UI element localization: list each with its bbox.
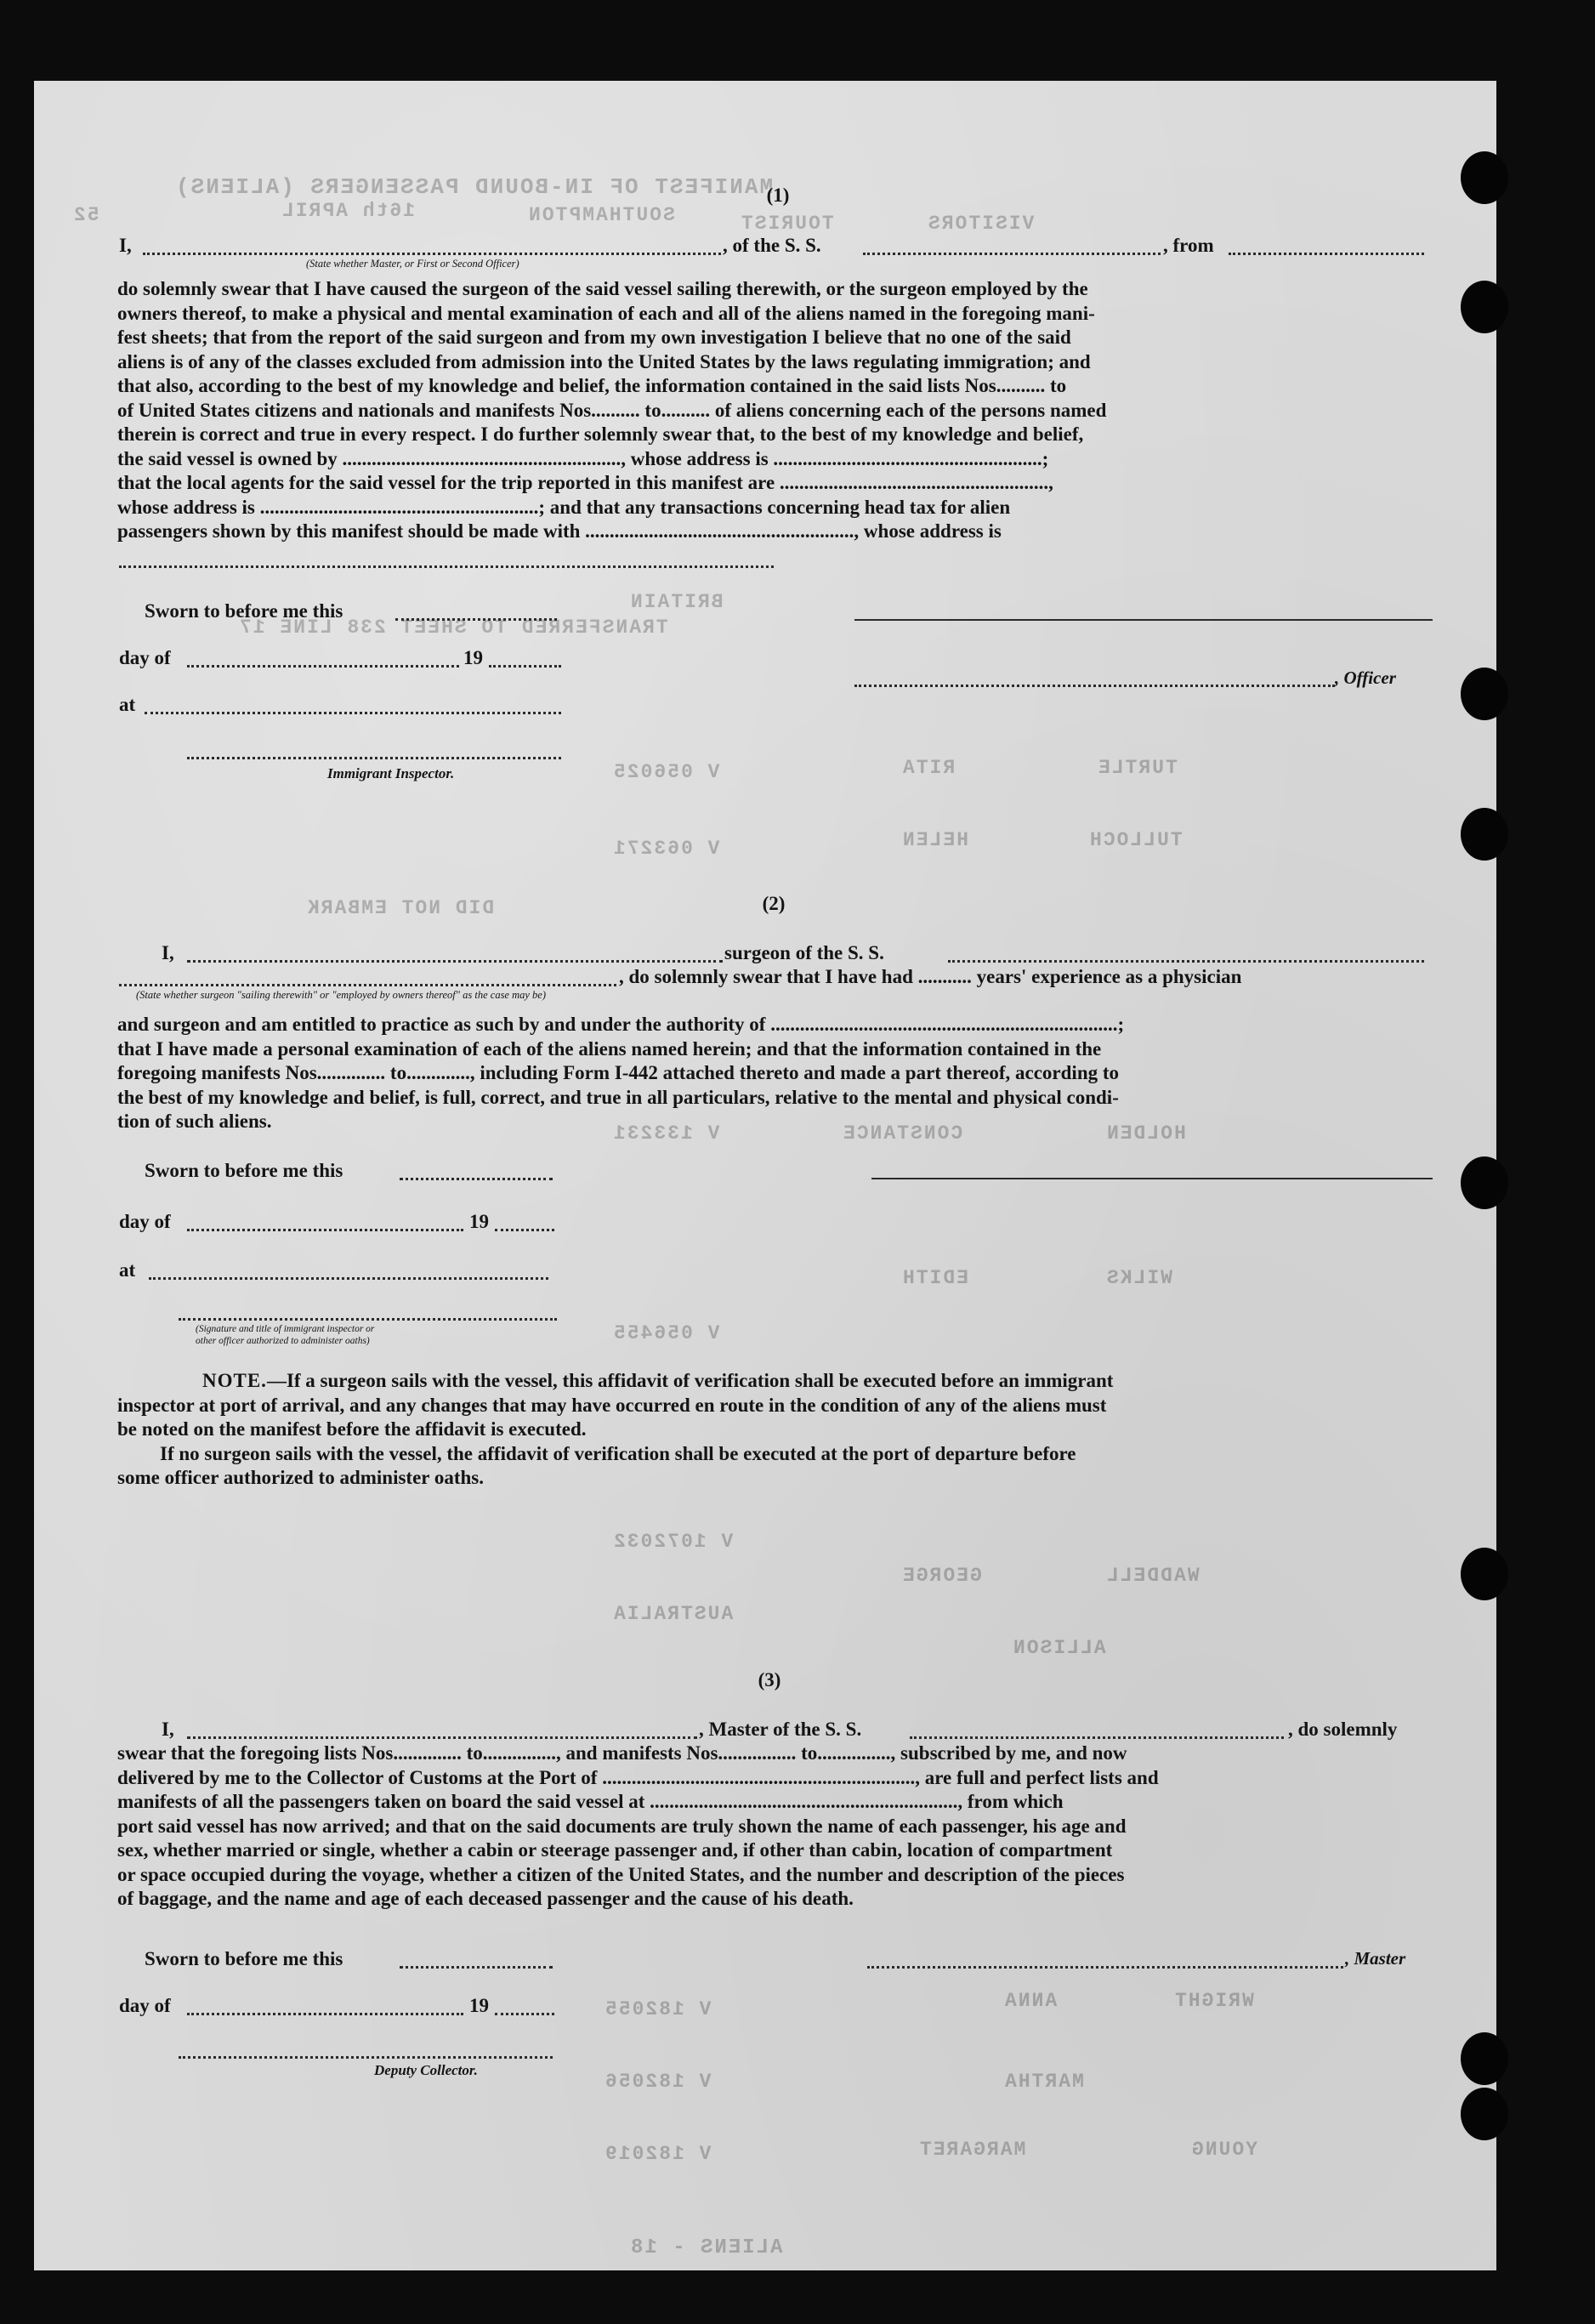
note-line-5: some officer authorized to administer oaths. — [117, 1467, 484, 1488]
section-3-line: or space occupied during the voyage, whether a citizen of the United States, and the number and description of the pieces — [117, 1863, 1125, 1885]
punch-hole-6 — [1461, 1548, 1508, 1600]
ghost-text: TRANSFERRED TO SHEET 238 LINE 17 — [238, 617, 668, 639]
section-1-at-label: at — [119, 694, 136, 715]
section-3-sworn-blank — [400, 1966, 553, 1969]
section-2-at-label: at — [119, 1259, 136, 1281]
section-2-year-blank — [495, 1229, 554, 1231]
ghost-text: VISITORS — [927, 213, 1035, 235]
punch-hole-4 — [1461, 808, 1508, 861]
section-2-day-of-label: day of — [119, 1211, 171, 1232]
note-label: NOTE. — [202, 1370, 267, 1391]
section-1-signature-line — [854, 619, 1433, 621]
punch-hole-8 — [1461, 2088, 1508, 2140]
section-1-ship-blank — [863, 253, 1161, 255]
section-1-from-blank — [1229, 253, 1424, 255]
ghost-text: WADDELL — [1105, 1565, 1200, 1587]
ghost-text: V 056025 — [612, 761, 720, 783]
section-3-year-label: 19 — [469, 1995, 489, 2016]
section-3-master-of: , Master of the S. S. — [699, 1719, 862, 1740]
ghost-text: BRITAIN — [629, 591, 724, 613]
ghost-text: HELEN — [901, 829, 969, 851]
section-1-at-blank — [145, 712, 561, 714]
section-3-deputy-blank — [179, 2056, 553, 2059]
note-line-4: If no surgeon sails with the vessel, the affidavit of verification shall be executed at the port of departure before — [160, 1442, 1076, 1464]
section-2-at-blank — [149, 1277, 548, 1280]
section-1-line: therein is correct and true in every respect. I do further solemnly swear that, to the best of my knowledge and belief, — [117, 423, 1084, 445]
section-1-of-ss: , of the S. S. — [723, 235, 821, 256]
ghost-text: TOURIST — [740, 213, 834, 235]
ghost-text: ALLISON — [1012, 1637, 1106, 1659]
section-2-signature-note-1: (Signature and title of immigrant inspector or — [196, 1324, 375, 1334]
section-2-sworn-label: Sworn to before me this — [145, 1160, 343, 1181]
section-1-sworn-label: Sworn to before me this — [145, 600, 343, 622]
section-1-line: do solemnly swear that I have caused the surgeon of the said vessel sailing therewith, or the surgeon employed by the — [117, 278, 1088, 299]
note-line-1 — [117, 1369, 1431, 1394]
ghost-text: EDITH — [901, 1267, 969, 1289]
section-1-line: aliens is of any of the classes excluded from admission into the United States by the laws regulating immigration; and — [117, 350, 1091, 372]
punch-hole-5 — [1461, 1156, 1508, 1209]
section-3-line: of baggage, and the name and age of each deceased passenger and the cause of his death. — [117, 1888, 854, 1909]
ghost-text: GEORGE — [901, 1565, 982, 1587]
section-1-line: owners thereof, to make a physical and mental examination of each and all of the aliens named in the foregoing mani- — [117, 302, 1095, 324]
section-1-sworn-blank — [395, 618, 557, 621]
section-2-status-blank — [119, 984, 616, 986]
note-line-3: be noted on the manifest before the affidavit is executed. — [117, 1418, 587, 1440]
section-1-day-blank — [187, 665, 459, 668]
section-3-day-blank — [187, 2013, 463, 2015]
ghost-text: TURTLE — [1097, 757, 1178, 779]
section-3-line: port said vessel has now arrived; and that on the said documents are truly shown the name of each passenger, his age and — [117, 1815, 1127, 1837]
section-2-number: (2) — [762, 893, 786, 914]
section-3-i: I, — [162, 1719, 174, 1740]
section-1-line: fest sheets; that from the report of the said surgeon and from my own investigation I believe that no one of the said — [117, 327, 1071, 348]
section-1-from: , from — [1163, 235, 1214, 256]
ghost-text: V 133231 — [612, 1122, 720, 1145]
section-1-note: (State whether Master, or First or Second Officer) — [306, 258, 519, 270]
section-1-line: that the local agents for the said vessel for the trip reported in this manifest are ......................................................., — [117, 472, 1053, 493]
section-3-master-label: , Master — [1345, 1948, 1406, 1969]
note-text-1: —If a surgeon sails with the vessel, this affidavit of verification shall be executed before an immigrant — [266, 1370, 1114, 1391]
ghost-text: V 182055 — [604, 1998, 712, 2020]
section-2-name-blank — [187, 960, 723, 963]
section-1-year-blank — [489, 665, 561, 668]
section-1-line: whose address is .........................................................; and that any transactions concerning head tax for alien — [117, 496, 1011, 518]
section-1-number: (1) — [766, 185, 790, 206]
section-2-ship-blank — [948, 960, 1424, 963]
section-3-line: delivered by me to the Collector of Customs at the Port of ................................................................, are full and perfect lists and — [117, 1766, 1159, 1788]
section-1-line: the said vessel is owned by ........................................................., whose address is .......................................................; — [117, 447, 1049, 469]
section-1-address-blank — [119, 565, 774, 568]
section-3-year-blank — [495, 2013, 554, 2015]
section-1-line: of United States citizens and nationals and manifests Nos.......... to.......... of aliens concerning each of the persons named — [117, 399, 1107, 421]
section-3-day-of-label: day of — [119, 1995, 171, 2016]
section-3-sworn-label: Sworn to before me this — [145, 1948, 343, 1969]
ghost-text: ANNA — [1003, 1990, 1058, 2012]
punch-hole-2 — [1461, 281, 1508, 333]
ghost-text: MARGARET — [918, 2139, 1026, 2161]
section-2-line: and surgeon and am entitled to practice as such by and under the authority of .......................................................................; — [117, 1014, 1125, 1035]
section-2-line: tion of such aliens. — [117, 1111, 272, 1132]
punch-hole-3 — [1461, 668, 1508, 720]
section-2-line: foregoing manifests Nos.............. to............., including Form I-442 attached thereto and made a part thereof, according to — [117, 1062, 1120, 1083]
section-2-signature-line — [871, 1178, 1433, 1179]
section-1-i: I, — [119, 235, 132, 256]
ghost-text: 16th APRIL — [281, 200, 416, 222]
ghost-text: DID NOT EMBARK — [306, 897, 495, 919]
section-3-line: sex, whether married or single, whether a cabin or steerage passenger and, if other than cabin, location of compartment — [117, 1839, 1113, 1861]
section-1-name-blank — [143, 253, 721, 255]
section-1-line: that also, according to the best of my knowledge and belief, the information contained in the said lists Nos.......... to — [117, 375, 1067, 396]
ghost-text: ALIENS - 18 — [629, 2236, 783, 2259]
ghost-text: V 056455 — [612, 1322, 720, 1344]
ghost-text: V 063271 — [612, 838, 720, 860]
ghost-text: V 182056 — [604, 2071, 712, 2093]
manifest-page — [34, 81, 1496, 2270]
section-3-paragraph — [117, 1742, 1431, 1912]
section-2-inspector-blank — [179, 1318, 557, 1321]
ghost-text: SOUTHAMPTON — [527, 204, 675, 226]
ghost-text: V 182019 — [604, 2143, 712, 2165]
section-2-i: I, — [162, 942, 174, 963]
ghost-text: MARTHA — [1003, 2071, 1084, 2093]
section-1-officer-blank — [854, 685, 1335, 687]
section-3-line: swear that the foregoing lists Nos.............. to..............., and manifests Nos................ to..............., subscribed by me, and now — [117, 1742, 1127, 1764]
ghost-text: WRIGHT — [1173, 1990, 1254, 2012]
section-2-line: that I have made a personal examination of each of the aliens named herein; and that the information contained in the — [117, 1037, 1102, 1060]
punch-hole-7 — [1461, 2032, 1508, 2085]
section-1-officer-label: , Officer — [1335, 668, 1396, 688]
section-1-inspector-blank — [187, 757, 561, 759]
ghost-text: V 1072032 — [612, 1531, 734, 1553]
section-3-deputy-label: Deputy Collector. — [374, 2062, 478, 2078]
section-2-paragraph — [117, 1013, 1431, 1134]
note-line-2: inspector at port of arrival, and any changes that may have occurred en route in the condition of any of the aliens must — [117, 1394, 1107, 1416]
section-1-day-of-label: day of — [119, 647, 171, 668]
ghost-text: AUSTRALIA — [612, 1603, 734, 1625]
section-2-note-block — [117, 1369, 1431, 1491]
section-3-master-blank — [867, 1966, 1343, 1969]
section-1-inspector-label: Immigrant Inspector. — [327, 765, 455, 781]
section-3-ship-blank — [910, 1736, 1284, 1739]
section-3-solemnly: , do solemnly — [1288, 1719, 1398, 1740]
section-2-line: the best of my knowledge and belief, is full, correct, and true in all particulars, relative to the mental and physical condi- — [117, 1086, 1119, 1108]
section-3-line: manifests of all the passengers taken on board the said vessel at ..............................................................., from which — [117, 1791, 1064, 1812]
section-1-line: passengers shown by this manifest should be made with ......................................................., whose address is — [117, 520, 1002, 542]
section-2-day-blank — [187, 1229, 463, 1231]
section-3-number: (3) — [758, 1669, 781, 1690]
ghost-header: MANIFEST OF IN-BOUND PASSENGERS (ALIENS) — [174, 174, 774, 200]
ghost-text: 52 — [72, 204, 99, 226]
section-1-year-label: 19 — [463, 647, 483, 668]
section-1-paragraph — [117, 277, 1431, 544]
section-2-sworn-blank — [400, 1178, 553, 1180]
section-2-line2: , do solemnly swear that I have had ........... years' experience as a physician — [619, 966, 1242, 987]
section-3-name-blank — [187, 1736, 697, 1739]
ghost-text: CONSTANCE — [842, 1122, 963, 1145]
section-2-note: (State whether surgeon "sailing therewith" or "employed by owners thereof" as the case may be) — [136, 989, 547, 1001]
ghost-text: YOUNG — [1190, 2139, 1258, 2161]
ghost-text: TULLOCH — [1088, 829, 1183, 851]
ghost-text: HOLDEN — [1105, 1122, 1186, 1145]
section-2-signature-note-2: other officer authorized to administer oaths) — [196, 1336, 370, 1346]
ghost-text: WILKS — [1105, 1267, 1173, 1289]
section-2-year-label: 19 — [469, 1211, 489, 1232]
section-2-surgeon-of: surgeon of the S. S. — [724, 942, 884, 963]
ghost-text: RITA — [901, 757, 956, 779]
punch-hole-1 — [1461, 151, 1508, 204]
